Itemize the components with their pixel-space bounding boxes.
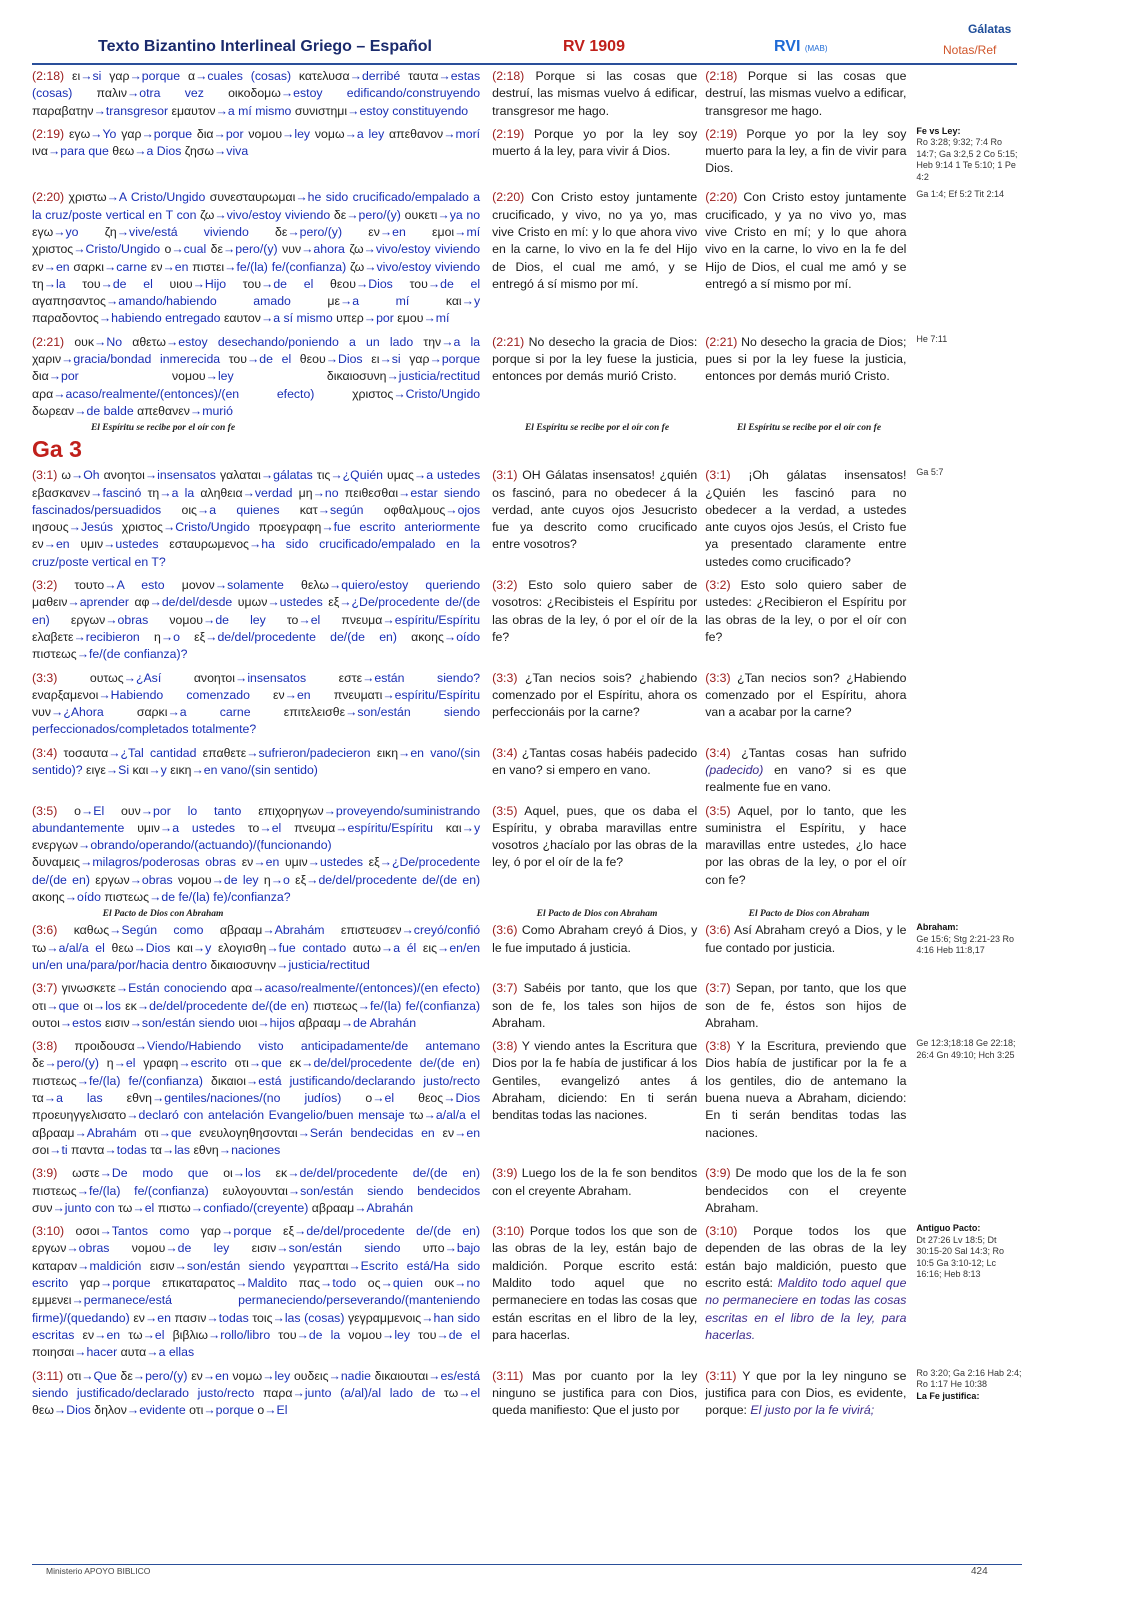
notes-cell bbox=[916, 922, 1022, 974]
verse-ref: (3:5) bbox=[705, 803, 731, 818]
rv1909-text: Aquel, pues, que os daba el Espíritu, y obraba maravillas entre vosotros ¿hacíalo por las obras de la ley, ó por el oír de la fe? bbox=[492, 803, 698, 870]
verse-row bbox=[32, 577, 1022, 663]
section-heading-rv1909: El Espíritu se recibe por el oír con fe bbox=[524, 423, 670, 434]
page-number: 424 bbox=[971, 1566, 988, 1577]
book-name: Gálatas bbox=[968, 22, 1012, 36]
greek-text: εγω→Yo γαρ→porque δια→por νομου→ley νομω→a ley απεθανον→morí ινα→para que θεω→a Dios ζησω→viva bbox=[32, 126, 481, 159]
verse-ref: (3:11) bbox=[492, 1368, 524, 1383]
interlineal-cell bbox=[32, 1223, 480, 1361]
verse-ref: (3:2) bbox=[32, 578, 58, 593]
interlineal-cell bbox=[32, 577, 480, 663]
notes-refs: Ga 1:4; Ef 5:2 Tit 2:14 bbox=[916, 189, 1004, 200]
section-spacer bbox=[294, 423, 482, 433]
rv1909-column-title: RV 1909 bbox=[563, 38, 625, 55]
verse-ref: (3:9) bbox=[32, 1166, 58, 1181]
verse-ref: (3:1) bbox=[32, 468, 58, 483]
rvi-cell bbox=[705, 189, 906, 327]
rvi-text: Aquel, por lo tanto, que les suministra el Espíritu, y hace maravillas entre ustedes, ¿lo hace por las obras de la ley, o por el oír con fe? bbox=[705, 803, 907, 887]
verse-ref: (3:3) bbox=[492, 670, 518, 685]
verse-row bbox=[32, 803, 1022, 907]
notes-cell bbox=[916, 68, 1022, 120]
rv1909-text: Porque todos los que son de las obras de la ley, están bajo de maldición. Porque escrito está: Maldito todo aquel que no permaneciere en todas las cosas que están escritas en el libro de la ley, para hacerlas. bbox=[492, 1224, 698, 1342]
verse-row bbox=[32, 334, 1022, 420]
rv1909-text: ¿Tan necios sois? ¿habiendo comenzado por el Espíritu, ahora os perfeccionáis por la carne? bbox=[492, 670, 698, 720]
verse-row bbox=[32, 1368, 1022, 1420]
rvi-cell bbox=[705, 1165, 906, 1217]
ministry-name: Ministerio APOYO BIBLICO bbox=[46, 1566, 151, 1576]
interlineal-cell bbox=[32, 334, 480, 420]
page-content bbox=[32, 68, 1022, 1425]
notes-title: Antiguo Pacto: bbox=[916, 1223, 981, 1234]
verse-ref: (2:19) bbox=[32, 126, 65, 141]
verse-ref: (2:21) bbox=[32, 334, 65, 349]
rv1909-text: Porque yo por la ley soy muerto á la ley, para vivir á Dios. bbox=[492, 126, 698, 159]
verse-row bbox=[32, 1038, 1022, 1159]
rv1909-cell bbox=[492, 1165, 697, 1217]
verse-row bbox=[32, 467, 1022, 571]
interlineal-column-title: Texto Bizantino Interlineal Griego – Español bbox=[98, 38, 432, 55]
greek-text: γινωσκετε→Están conociendo αρα→acaso/realmente/(entonces)/(en efecto) οτι→que οι→los εκ→de/del/procedente de/(de en) πιστεως→fe/(la) fe/(confianza) ουτοι→estos εισιν→son/están siendo υιοι→hijos αβρααμ→de Abrahán bbox=[32, 981, 481, 1030]
verse-ref: (3:6) bbox=[492, 923, 518, 938]
verse-ref: (3:10) bbox=[32, 1224, 65, 1239]
rvi-title-text: RVI bbox=[774, 38, 801, 55]
rv1909-text: Sabéis por tanto, que los que son de fe, los tales son hijos de Abraham. bbox=[492, 981, 698, 1030]
notes-cell bbox=[916, 1368, 1022, 1420]
rv1909-cell bbox=[492, 745, 697, 797]
rvi-text: ¿Tan necios son? ¿Habiendo comenzado por el Espíritu, ahora van a acabar por la carne? bbox=[705, 670, 907, 720]
rvi-text: Así Abraham creyó a Dios, y le fue contado por justicia. bbox=[705, 923, 907, 955]
verse-ref: (2:18) bbox=[32, 69, 65, 83]
section-heading-row-2 bbox=[32, 909, 1022, 919]
notes-title: Fe vs Ley: bbox=[916, 125, 961, 136]
interlineal-cell bbox=[32, 126, 480, 184]
rvi-cell bbox=[705, 670, 906, 739]
notes-cell bbox=[916, 334, 1022, 420]
rvi-text: Porque yo por la ley soy muerto para la ley, a fin de vivir para Dios. bbox=[705, 126, 907, 176]
interlineal-cell bbox=[32, 189, 480, 327]
rv1909-cell bbox=[492, 1223, 697, 1361]
section-heading-rvi: El Espíritu se recibe por el oír con fe bbox=[736, 423, 882, 434]
rvi-subtitle: (MAB) bbox=[804, 44, 828, 53]
rv1909-text: Como Abraham creyó á Dios, y le fue imputado á justicia. bbox=[492, 923, 698, 955]
rv1909-cell bbox=[492, 670, 697, 739]
rv1909-cell bbox=[492, 189, 697, 327]
rv1909-cell bbox=[492, 1038, 697, 1159]
rvi-cell bbox=[705, 1368, 906, 1420]
section-heading-interlineal: El Pacto de Dios con Abraham bbox=[102, 909, 224, 920]
verse-ref: (3:9) bbox=[705, 1166, 731, 1181]
greek-text: καθως→Según como αβρααμ→Abrahám επιστευσεν→creyó/confió τω→a/al/a el θεω→Dios και→y ελογισθη→fue contado αυτω→a él εις→en/en un/en una/para/por/hacia dentro δικαιοσυνην→justicia/rectitud bbox=[32, 923, 481, 972]
rvi-column-title bbox=[774, 38, 828, 56]
verse-ref: (3:8) bbox=[32, 1039, 58, 1054]
notes-refs: Ge 12:3;18:18 Ge 22:18; 26:4 Gn 49:10; Hch 3:25 bbox=[916, 1038, 1016, 1060]
verse-ref: (3:8) bbox=[492, 1039, 518, 1054]
rvi-quote-text: Maldito todo aquel que no permaneciere en todas las cosas escritas en el libro de la ley, para hacerlas. bbox=[705, 1276, 907, 1342]
rv1909-cell bbox=[492, 126, 697, 184]
interlineal-cell bbox=[32, 467, 480, 571]
verse-ref: (2:19) bbox=[492, 126, 525, 141]
verse-ref: (2:18) bbox=[492, 69, 525, 83]
verse-ref: (2:19) bbox=[705, 126, 738, 141]
verse-ref: (3:1) bbox=[492, 468, 518, 483]
interlineal-cell bbox=[32, 922, 480, 974]
rv1909-text: ¿Tantas cosas habéis padecido en vano? si empero en vano. bbox=[492, 745, 698, 777]
rvi-cell bbox=[705, 803, 906, 907]
greek-text: οτι→Que δε→pero/(y) εν→en νομω→ley ουδεις→nadie δικαιουται→es/está siendo justificado/declarado justo/recto παρα→junto (a/al)/al lado de τω→el θεω→Dios δηλον→evidente οτι→porque ο→El bbox=[32, 1368, 481, 1418]
rv1909-cell bbox=[492, 803, 697, 907]
verse-ref: (3:2) bbox=[705, 578, 731, 593]
interlineal-cell bbox=[32, 1165, 480, 1217]
verse-ref: (3:10) bbox=[705, 1224, 738, 1239]
notes-cell bbox=[916, 467, 1022, 571]
page-footer bbox=[32, 1564, 1022, 1577]
verse-ref: (3:7) bbox=[705, 981, 731, 996]
rvi-text: No desecho la gracia de Dios; pues si por la ley fuese la justicia, entonces por demás murió Cristo. bbox=[705, 334, 907, 384]
verse-ref: (3:4) bbox=[492, 745, 518, 760]
greek-text: ουτως→¿Así ανοητοι→insensatos εστε→están siendo? εναρξαμενοι→Habiendo comenzado εν→en πνευματι→espíritu/Espíritu νυν→¿Ahora σαρκι→a carne επιτελεισθε→son/están siendo perfeccionados/completados totalmente? bbox=[32, 670, 481, 737]
chapter-3-verses-part-2 bbox=[32, 922, 1022, 1419]
verse-ref: (3:4) bbox=[32, 745, 58, 760]
rv1909-text: OH Gálatas insensatos! ¿quién os fascinó, para no obedecer á la verdad, ante cuyos ojos Jesucristo fue ya descrito como crucificado entre vosotros? bbox=[492, 468, 698, 552]
notes-cell bbox=[916, 1038, 1022, 1159]
verse-row bbox=[32, 745, 1022, 797]
notes-cell bbox=[916, 126, 1022, 184]
verse-ref: (2:20) bbox=[705, 190, 738, 205]
rv1909-cell bbox=[492, 1368, 697, 1420]
rvi-cell bbox=[705, 922, 906, 974]
rvi-text: Y que por la ley ninguno se justifica para con Dios, es evidente, porque: bbox=[705, 1368, 907, 1418]
rv1909-cell bbox=[492, 922, 697, 974]
rv1909-text: Mas por cuanto por la ley ninguno se justifica para con Dios, queda manifiesto: Que el justo por bbox=[492, 1368, 698, 1418]
section-heading-rvi: El Pacto de Dios con Abraham bbox=[748, 909, 870, 920]
notes-column-title: Notas/Ref bbox=[943, 43, 997, 57]
greek-text: τοσαυτα→¿Tal cantidad επαθετε→sufrieron/padecieron εικη→en vano/(sin sentido)? ειγε→Si και→y εικη→en vano/(sin sentido) bbox=[32, 745, 481, 777]
verse-ref: (3:11) bbox=[32, 1368, 64, 1383]
rvi-cell bbox=[705, 1223, 906, 1361]
rvi-cell bbox=[705, 467, 906, 571]
verse-row bbox=[32, 1223, 1022, 1361]
verse-ref: (2:21) bbox=[705, 334, 738, 349]
rvi-cell bbox=[705, 334, 906, 420]
chapter-3-verses-part-1 bbox=[32, 467, 1022, 906]
rv1909-cell bbox=[492, 68, 697, 120]
rvi-cell bbox=[705, 1038, 906, 1159]
greek-text: ωστε→De modo que οι→los εκ→de/del/procedente de/(de en) πιστεως→fe/(la) fe/(confianza) ευλογουνται→son/están siendo bendecidos συν→junto con τω→el πιστω→confiado/(creyente) αβρααμ→Abrahán bbox=[32, 1166, 481, 1215]
notes-cell bbox=[916, 577, 1022, 663]
section-heading-row-1 bbox=[32, 423, 1022, 433]
interlineal-cell bbox=[32, 670, 480, 739]
rvi-text: Esto solo quiero saber de ustedes: ¿Recibieron el Espíritu por las obras de la ley, o por el oír con fe? bbox=[705, 578, 907, 644]
notes-refs: Ro 3:28; 9:32; 7:4 Ro 14:7; Ga 3:2,5 2 Co 5:15; Heb 9:14 1 Te 5:10; 1 Pe 4:2 bbox=[916, 137, 1018, 182]
notes-cell bbox=[916, 189, 1022, 327]
notes-cell bbox=[916, 980, 1022, 1032]
verse-ref: (2:20) bbox=[32, 190, 65, 205]
verse-row bbox=[32, 189, 1022, 327]
verse-row bbox=[32, 68, 1022, 120]
notes-cell bbox=[916, 745, 1022, 797]
greek-text: ει→si γαρ→porque α→cuales (cosas) κατελυσα→derribé ταυτα→estas (cosas) παλιν→otra vez οικοδομω→estoy edificando/construyendo παραβατην→transgresor εμαυτον→a mí mismo συνιστημι→estoy constituyendo bbox=[32, 69, 481, 118]
rvi-text: De modo que los de la fe son bendecidos con el creyente Abraham. bbox=[705, 1166, 907, 1215]
greek-text: ουκ→No αθετω→estoy desechando/poniendo a un lado την→a la χαριν→gracia/bondad inmerecida του→de el θεου→Dios ει→si γαρ→porque δια→por νομου→ley δικαιοσυνη→justicia/rectitud αρα→acaso/realmente/(entonces)/(en efecto) χριστος→Cristo/Ungido δωρεαν→de balde απεθανεν→murió bbox=[32, 334, 481, 418]
verse-ref: (3:6) bbox=[32, 923, 58, 938]
notes-refs: Dt 27:26 Lv 18:5; Dt 30:15-20 Sal 14:3; Ro 10:5 Ga 3:10-12; Lc 16:16; Heb 8:13 bbox=[916, 1234, 1004, 1280]
rvi-quote-text: El justo por la fe vivirá; bbox=[750, 1403, 875, 1418]
verse-ref: (3:4) bbox=[705, 745, 731, 760]
verse-ref: (3:7) bbox=[32, 981, 58, 996]
rvi-cell bbox=[705, 126, 906, 184]
verse-ref: (3:1) bbox=[705, 468, 731, 483]
verse-ref: (3:3) bbox=[705, 670, 731, 685]
verse-ref: (3:3) bbox=[32, 670, 58, 685]
rvi-text: ¿Tantas cosas han sufrido bbox=[741, 745, 907, 760]
notes-refs: Ga 5:7 bbox=[916, 467, 944, 478]
section-heading-rv1909: El Pacto de Dios con Abraham bbox=[536, 909, 658, 920]
notes-cell bbox=[916, 1165, 1022, 1217]
rv1909-text: Esto solo quiero saber de vosotros: ¿Recibisteis el Espíritu por las obras de la ley, ó por el oír de la fe? bbox=[492, 578, 698, 644]
verse-ref: (3:2) bbox=[492, 578, 518, 593]
rv1909-text: Luego los de la fe son benditos con el creyente Abraham. bbox=[492, 1166, 698, 1198]
notes-cell bbox=[916, 1223, 1022, 1361]
verse-ref: (2:21) bbox=[492, 334, 525, 349]
verse-row bbox=[32, 922, 1022, 974]
header-rule bbox=[32, 63, 1017, 65]
notes-refs: Ge 15:6; Stg 2:21-23 Ro 4:16 Heb 11:8,17 bbox=[916, 933, 1014, 956]
interlineal-cell bbox=[32, 68, 480, 120]
notes-refs: He 7:11 bbox=[916, 333, 948, 344]
rv1909-text: Porque si las cosas que destruí, las mismas vuelvo á edificar, transgresor me hago. bbox=[492, 69, 698, 118]
rvi-text: Porque si las cosas que destruí, las mismas vuelvo a edificar, transgresor me hago. bbox=[705, 69, 907, 118]
page-header bbox=[0, 0, 1131, 66]
verse-ref: (3:7) bbox=[492, 981, 518, 996]
notes-refs: Ro 3:20; Ga 2:16 Hab 2:4; Ro 1:17 He 10:38 bbox=[916, 1367, 1022, 1389]
chapter-heading: Ga 3 bbox=[32, 436, 82, 463]
verse-ref: (2:20) bbox=[492, 190, 525, 205]
greek-text: οσοι→Tantos como γαρ→porque εξ→de/del/procedente de/(de en) εργων→obras νομου→de ley εισιν→son/están siendo υπο→bajo καταραν→maldición εισιν→son/están siendo γεγραπται→Escrito está/Ha sido escrito γαρ→porque επικαταρατος→Maldito πας→todo ος→quien ουκ→no εμμενει→permanece/está permaneciendo/perseverando/(manteniendo firme)/(quedando) εν→en πασιν→todas τοις→las (cosas) γεγραμμενοις→han sido escritas εν→en τω→el βιβλιω→rollo/libro του→de la νομου→ley του→de el ποιησαι→hacer αυτα→a ellas bbox=[32, 1224, 481, 1360]
notes-cell bbox=[916, 803, 1022, 907]
verse-ref: (3:6) bbox=[705, 923, 731, 938]
notes-title: Abraham: bbox=[916, 922, 959, 933]
greek-text: ω→Oh ανοητοι→insensatos γαλαται→gálatas τις→¿Quién υμας→a ustedes εβασκανεν→fascinó τη→a la αληθεια→verdad μη→no πειθεσθαι→estar siendo fascinados/persuadidos οις→a quienes κατ→según οφθαλμους→ojos ιησους→Jesús χριστος→Cristo/Ungido προεγραφη→fue escrito anteriormente εν→en υμιν→ustedes εσταυρωμενος→ha sido crucificado/empalado en la cruz/poste vertical en T? bbox=[32, 468, 481, 569]
verse-ref: (3:11) bbox=[705, 1368, 737, 1383]
rvi-quote-text: (padecido) bbox=[705, 763, 764, 777]
interlineal-cell bbox=[32, 1368, 480, 1420]
notes-title: La Fe justifica: bbox=[916, 1390, 980, 1401]
rv1909-text: Con Cristo estoy juntamente crucificado, y vivo, no ya yo, mas vive Cristo en mí: y lo que ahora vivo en la carne, lo vivo en la fe del Hijo de Dios, el cual me amó, y se entregó á sí mismo por mí. bbox=[492, 190, 698, 291]
rvi-cell bbox=[705, 980, 906, 1032]
verse-row bbox=[32, 1165, 1022, 1217]
rvi-text: en vano? si es que realmente fue en vano. bbox=[705, 763, 907, 795]
verse-ref: (3:10) bbox=[492, 1224, 525, 1239]
greek-text: χριστω→A Cristo/Ungido συνεσταυρωμαι→he sido crucificado/empalado a la cruz/poste vertical en T con ζω→vivo/estoy viviendo δε→pero/(y) ουκετι→ya no εγω→yo ζη→vive/está viviendo δε→pero/(y) εν→en εμοι→mí χριστος→Cristo/Ungido ο→cual δε→pero/(y) νυν→ahora ζω→vivo/estoy viviendo εν→en σαρκι→carne εν→en πιστει→fe/(la) fe/(confianza) ζω→vivo/estoy viviendo τη→la του→de el υιου→Hijo του→de el θεου→Dios του→de el αγαπησαντος→amando/habiendo amado με→a mí και→y παραδοντος→habiendo entregado εαυτον→a sí mismo υπερ→por εμου→mí bbox=[32, 190, 481, 326]
rvi-cell bbox=[705, 577, 906, 663]
verse-ref: (3:5) bbox=[32, 803, 58, 818]
chapter-2-verses bbox=[32, 68, 1022, 420]
rvi-cell bbox=[705, 745, 906, 797]
section-spacer bbox=[294, 909, 482, 919]
rv1909-cell bbox=[492, 577, 697, 663]
verse-ref: (3:5) bbox=[492, 803, 518, 818]
rv1909-cell bbox=[492, 980, 697, 1032]
verse-ref: (2:18) bbox=[705, 69, 738, 83]
interlineal-cell bbox=[32, 980, 480, 1032]
verse-row bbox=[32, 980, 1022, 1032]
interlineal-cell bbox=[32, 1038, 480, 1159]
interlineal-cell bbox=[32, 803, 480, 907]
verse-ref: (3:8) bbox=[705, 1039, 731, 1054]
section-heading-interlineal: El Espíritu se recibe por el oír con fe bbox=[90, 423, 236, 434]
interlineal-cell bbox=[32, 745, 480, 797]
verse-ref: (3:9) bbox=[492, 1166, 518, 1181]
rvi-text: Porque todos los que dependen de las obras de la ley están bajo maldición, puesto que escrito está: bbox=[705, 1224, 907, 1291]
rv1909-text: No desecho la gracia de Dios: porque si por la ley fuese la justicia, entonces por demás murió Cristo. bbox=[492, 334, 698, 384]
rvi-text: Y la Escritura, previendo que Dios había de justificar por la fe a los gentiles, dio de antemano la buena nueva a Abraham, diciendo: En ti serán benditas todas las naciones. bbox=[705, 1039, 907, 1140]
greek-text: προιδουσα→Viendo/Habiendo visto anticipadamente/de antemano δε→pero/(y) η→el γραφη→escrito οτι→que εκ→de/del/procedente de/(de en) πιστεως→fe/(la) fe/(confianza) δικαιοι→está justificando/declarando justo/recto τα→a las εθνη→gentiles/naciones/(no judíos) ο→el θεος→Dios προευηγγελισατο→declaró con antelación Evangelio/buen mensaje τω→a/al/a el αβρααμ→Abrahám οτι→que ενευλογηθησονται→Serán bendecidas en εν→en σοι→ti παντα→todas τα→las εθνη→naciones bbox=[32, 1039, 481, 1157]
rvi-cell bbox=[705, 68, 906, 120]
greek-text: τουτο→A esto μονον→solamente θελω→quiero/estoy queriendo μαθειν→aprender αφ→de/del/desde υμων→ustedes εξ→¿De/procedente de/(de en) εργων→obras νομου→de ley το→el πνευμα→espíritu/Espíritu ελαβετε→recibieron η→o εξ→de/del/procedente de/(de en) ακοης→oído πιστεως→fe/(de confianza)? bbox=[32, 578, 481, 662]
verse-row bbox=[32, 126, 1022, 184]
greek-text: ο→El ουν→por lo tanto επιχορηγων→proveyendo/suministrando abundantemente υμιν→a ustedes το→el πνευμα→espíritu/Espíritu και→y ενεργων→obrando/operando/(actuando)/(funcionando) δυναμεις→milagros/poderosas obras εν→en υμιν→ustedes εξ→¿De/procedente de/(de en) εργων→obras νομου→de ley η→o εξ→de/del/procedente de/(de en) ακοης→oído πιστεως→de fe/(la) fe)/confianza? bbox=[32, 803, 481, 905]
rvi-text: ¡Oh gálatas insensatos! ¿Quién les fascinó para no obedecer a la verdad, a ustedes ante cuyos ojos Jesús, el Cristo fue ya presentado claramente entre ustedes como crucificado? bbox=[705, 468, 907, 569]
rv1909-cell bbox=[492, 467, 697, 571]
rv1909-cell bbox=[492, 334, 697, 420]
rvi-text: Con Cristo estoy juntamente crucificado, y ya no vivo yo, mas vive Cristo en mí; y lo que ahora vivo en la carne, lo vivo en la fe del Hijo de Dios, el cual me amó y se entregó a sí mismo por mí. bbox=[705, 190, 907, 291]
rv1909-text: Y viendo antes la Escritura que Dios por la fe había de justificar á los Gentiles, evangelizó antes á Abraham, diciendo: En ti serán benditas todas las naciones. bbox=[492, 1039, 698, 1123]
verse-row bbox=[32, 670, 1022, 739]
notes-cell bbox=[916, 670, 1022, 739]
rvi-text: Sepan, por tanto, que los que son de fe, éstos son hijos de Abraham. bbox=[705, 981, 907, 1030]
